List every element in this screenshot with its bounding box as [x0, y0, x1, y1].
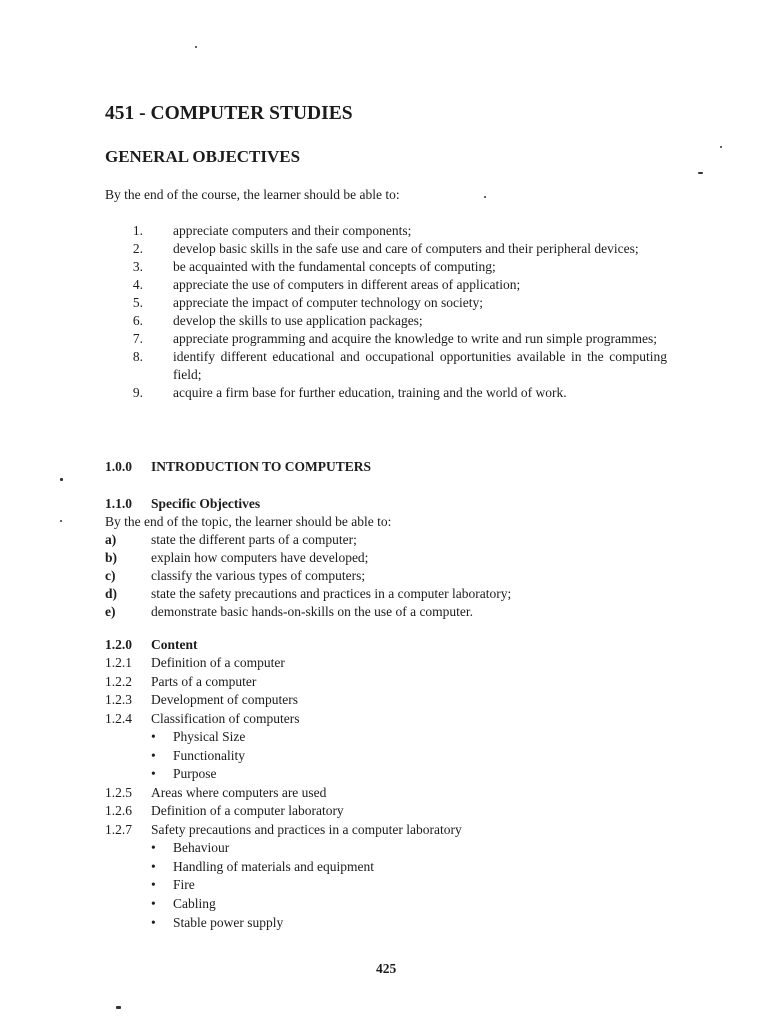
content-item-number: 1.2.4	[105, 710, 132, 726]
specific-objectives-lead: By the end of the topic, the learner should be able to:	[105, 514, 392, 529]
objective-number: 6.	[132, 313, 143, 328]
objective-text: appreciate programming and acquire the knowledge to write and run simple programmes;	[173, 331, 657, 346]
specific-objectives-title: Specific Objectives	[151, 496, 261, 511]
bullet-item	[105, 839, 462, 858]
specific-objective-text: demonstrate basic hands-on-skills on the use of a computer.	[151, 604, 474, 619]
bullet-text: Purpose	[173, 766, 217, 782]
specific-objective-letter: e)	[105, 604, 116, 619]
bullet-icon: •	[151, 729, 156, 744]
specific-objective-item	[105, 585, 511, 603]
bullet-item	[105, 876, 462, 895]
specific-objectives-heading	[105, 495, 260, 513]
scan-speck	[116, 1006, 121, 1009]
objective-item	[105, 222, 667, 240]
bullet-item	[105, 728, 462, 747]
content-item-number: 1.2.3	[105, 692, 132, 707]
section-title: INTRODUCTION TO COMPUTERS	[151, 459, 372, 474]
bullet-list	[105, 839, 462, 932]
objective-number: 9.	[132, 385, 143, 400]
content-item	[105, 710, 462, 729]
content-item-text: Safety precautions and practices in a computer laboratory	[151, 821, 462, 837]
objective-item	[105, 276, 667, 294]
specific-objectives-list	[105, 531, 511, 621]
objective-number: 1.	[132, 223, 143, 238]
specific-objective-text: classify the various types of computers;	[151, 568, 366, 583]
objective-number: 3.	[132, 259, 143, 274]
content-items	[105, 654, 462, 932]
content-item-text: Parts of a computer	[151, 673, 257, 689]
specific-objective-letter: c)	[105, 568, 116, 583]
content-list	[105, 654, 462, 932]
bullet-text: Physical Size	[173, 729, 246, 744]
content-item-number: 1.2.1	[105, 655, 132, 670]
content-number: 1.2.0	[105, 637, 132, 652]
scan-speck	[195, 46, 197, 48]
objective-item	[105, 240, 667, 258]
bullet-text: Behaviour	[173, 840, 230, 856]
specific-objective-letter: b)	[105, 550, 118, 565]
specific-objective-letter: d)	[105, 586, 118, 601]
bullet-list	[105, 728, 462, 784]
objective-item	[105, 294, 667, 312]
objective-number: 4.	[132, 277, 143, 292]
scan-speck	[698, 172, 703, 174]
content-item-text: Areas where computers are used	[151, 784, 327, 800]
general-objectives-list	[105, 222, 667, 402]
objective-item	[105, 330, 667, 348]
specific-objective-item	[105, 603, 511, 621]
scan-speck	[484, 196, 486, 198]
content-item	[105, 691, 462, 710]
objective-item	[105, 348, 667, 384]
content-item-number: 1.2.6	[105, 803, 132, 819]
specific-objective-letter: a)	[105, 532, 117, 547]
bullet-icon: •	[151, 914, 156, 930]
bullet-icon: •	[151, 896, 156, 912]
objective-item	[105, 258, 667, 276]
bullet-item	[105, 765, 462, 784]
objective-number: 7.	[132, 331, 143, 346]
specific-objective-text: state the safety precautions and practices in a computer laboratory;	[151, 586, 512, 601]
bullet-text: Stable power supply	[173, 914, 284, 930]
objective-text: develop basic skills in the safe use and care of computers and their peripheral devices;	[173, 241, 639, 256]
bullet-icon: •	[151, 877, 156, 893]
content-item	[105, 654, 462, 673]
bullet-icon: •	[151, 840, 156, 856]
bullet-item	[105, 747, 462, 766]
scan-speck	[60, 520, 62, 522]
specific-objective-item	[105, 531, 511, 549]
scan-speck	[720, 146, 722, 148]
content-item	[105, 784, 462, 803]
objective-text: appreciate the impact of computer technology on society;	[173, 295, 484, 310]
specific-objectives-number: 1.1.0	[105, 496, 132, 511]
section-number: 1.0.0	[105, 459, 132, 474]
section-title-general-objectives: GENERAL OBJECTIVES	[105, 147, 301, 166]
objective-number: 5.	[132, 295, 143, 310]
objective-item	[105, 384, 667, 402]
specific-objective-item	[105, 567, 511, 585]
content-item	[105, 673, 462, 692]
bullet-icon: •	[151, 747, 156, 763]
objective-text: develop the skills to use application packages;	[173, 313, 423, 328]
scan-speck	[60, 478, 63, 481]
content-item-text: Definition of a computer	[151, 655, 285, 670]
objective-text: acquire a firm base for further education, training and the world of work.	[173, 385, 567, 400]
objective-text: appreciate computers and their components;	[173, 223, 412, 238]
bullet-text: Cabling	[173, 896, 216, 912]
bullet-icon: •	[151, 766, 156, 782]
objective-number: 2.	[132, 241, 143, 256]
specific-objective-item	[105, 549, 511, 567]
content-item-text: Definition of a computer laboratory	[151, 803, 344, 819]
objective-item	[105, 312, 667, 330]
bullet-text: Fire	[173, 877, 195, 893]
page-title: 451 - COMPUTER STUDIES	[105, 103, 353, 124]
content-item	[105, 821, 462, 840]
specific-objective-text: state the different parts of a computer;	[151, 532, 357, 547]
content-item	[105, 802, 462, 821]
page-number: 425	[376, 961, 397, 976]
objective-number: 8.	[132, 349, 143, 364]
intro-text: By the end of the course, the learner should be able to:	[105, 187, 400, 202]
bullet-item	[105, 895, 462, 914]
bullet-text: Functionality	[173, 747, 245, 763]
bullet-text: Handling of materials and equipment	[173, 858, 374, 874]
specific-objective-text: explain how computers have developed;	[151, 550, 369, 565]
bullet-item	[105, 858, 462, 877]
content-item-number: 1.2.5	[105, 784, 132, 800]
objective-text: appreciate the use of computers in different areas of application;	[173, 277, 521, 292]
content-item-number: 1.2.2	[105, 673, 132, 689]
section-heading-introduction	[105, 458, 371, 476]
bullet-icon: •	[151, 858, 156, 874]
content-item-number: 1.2.7	[105, 821, 132, 837]
content-heading	[105, 636, 198, 654]
bullet-item	[105, 914, 462, 933]
content-item-text: Classification of computers	[151, 710, 300, 726]
objective-text: identify different educational and occupational opportunities available in the computing field;	[173, 349, 667, 382]
content-item-text: Development of computers	[151, 692, 298, 707]
content-title: Content	[151, 637, 198, 652]
objective-text: be acquainted with the fundamental concepts of computing;	[173, 259, 496, 274]
